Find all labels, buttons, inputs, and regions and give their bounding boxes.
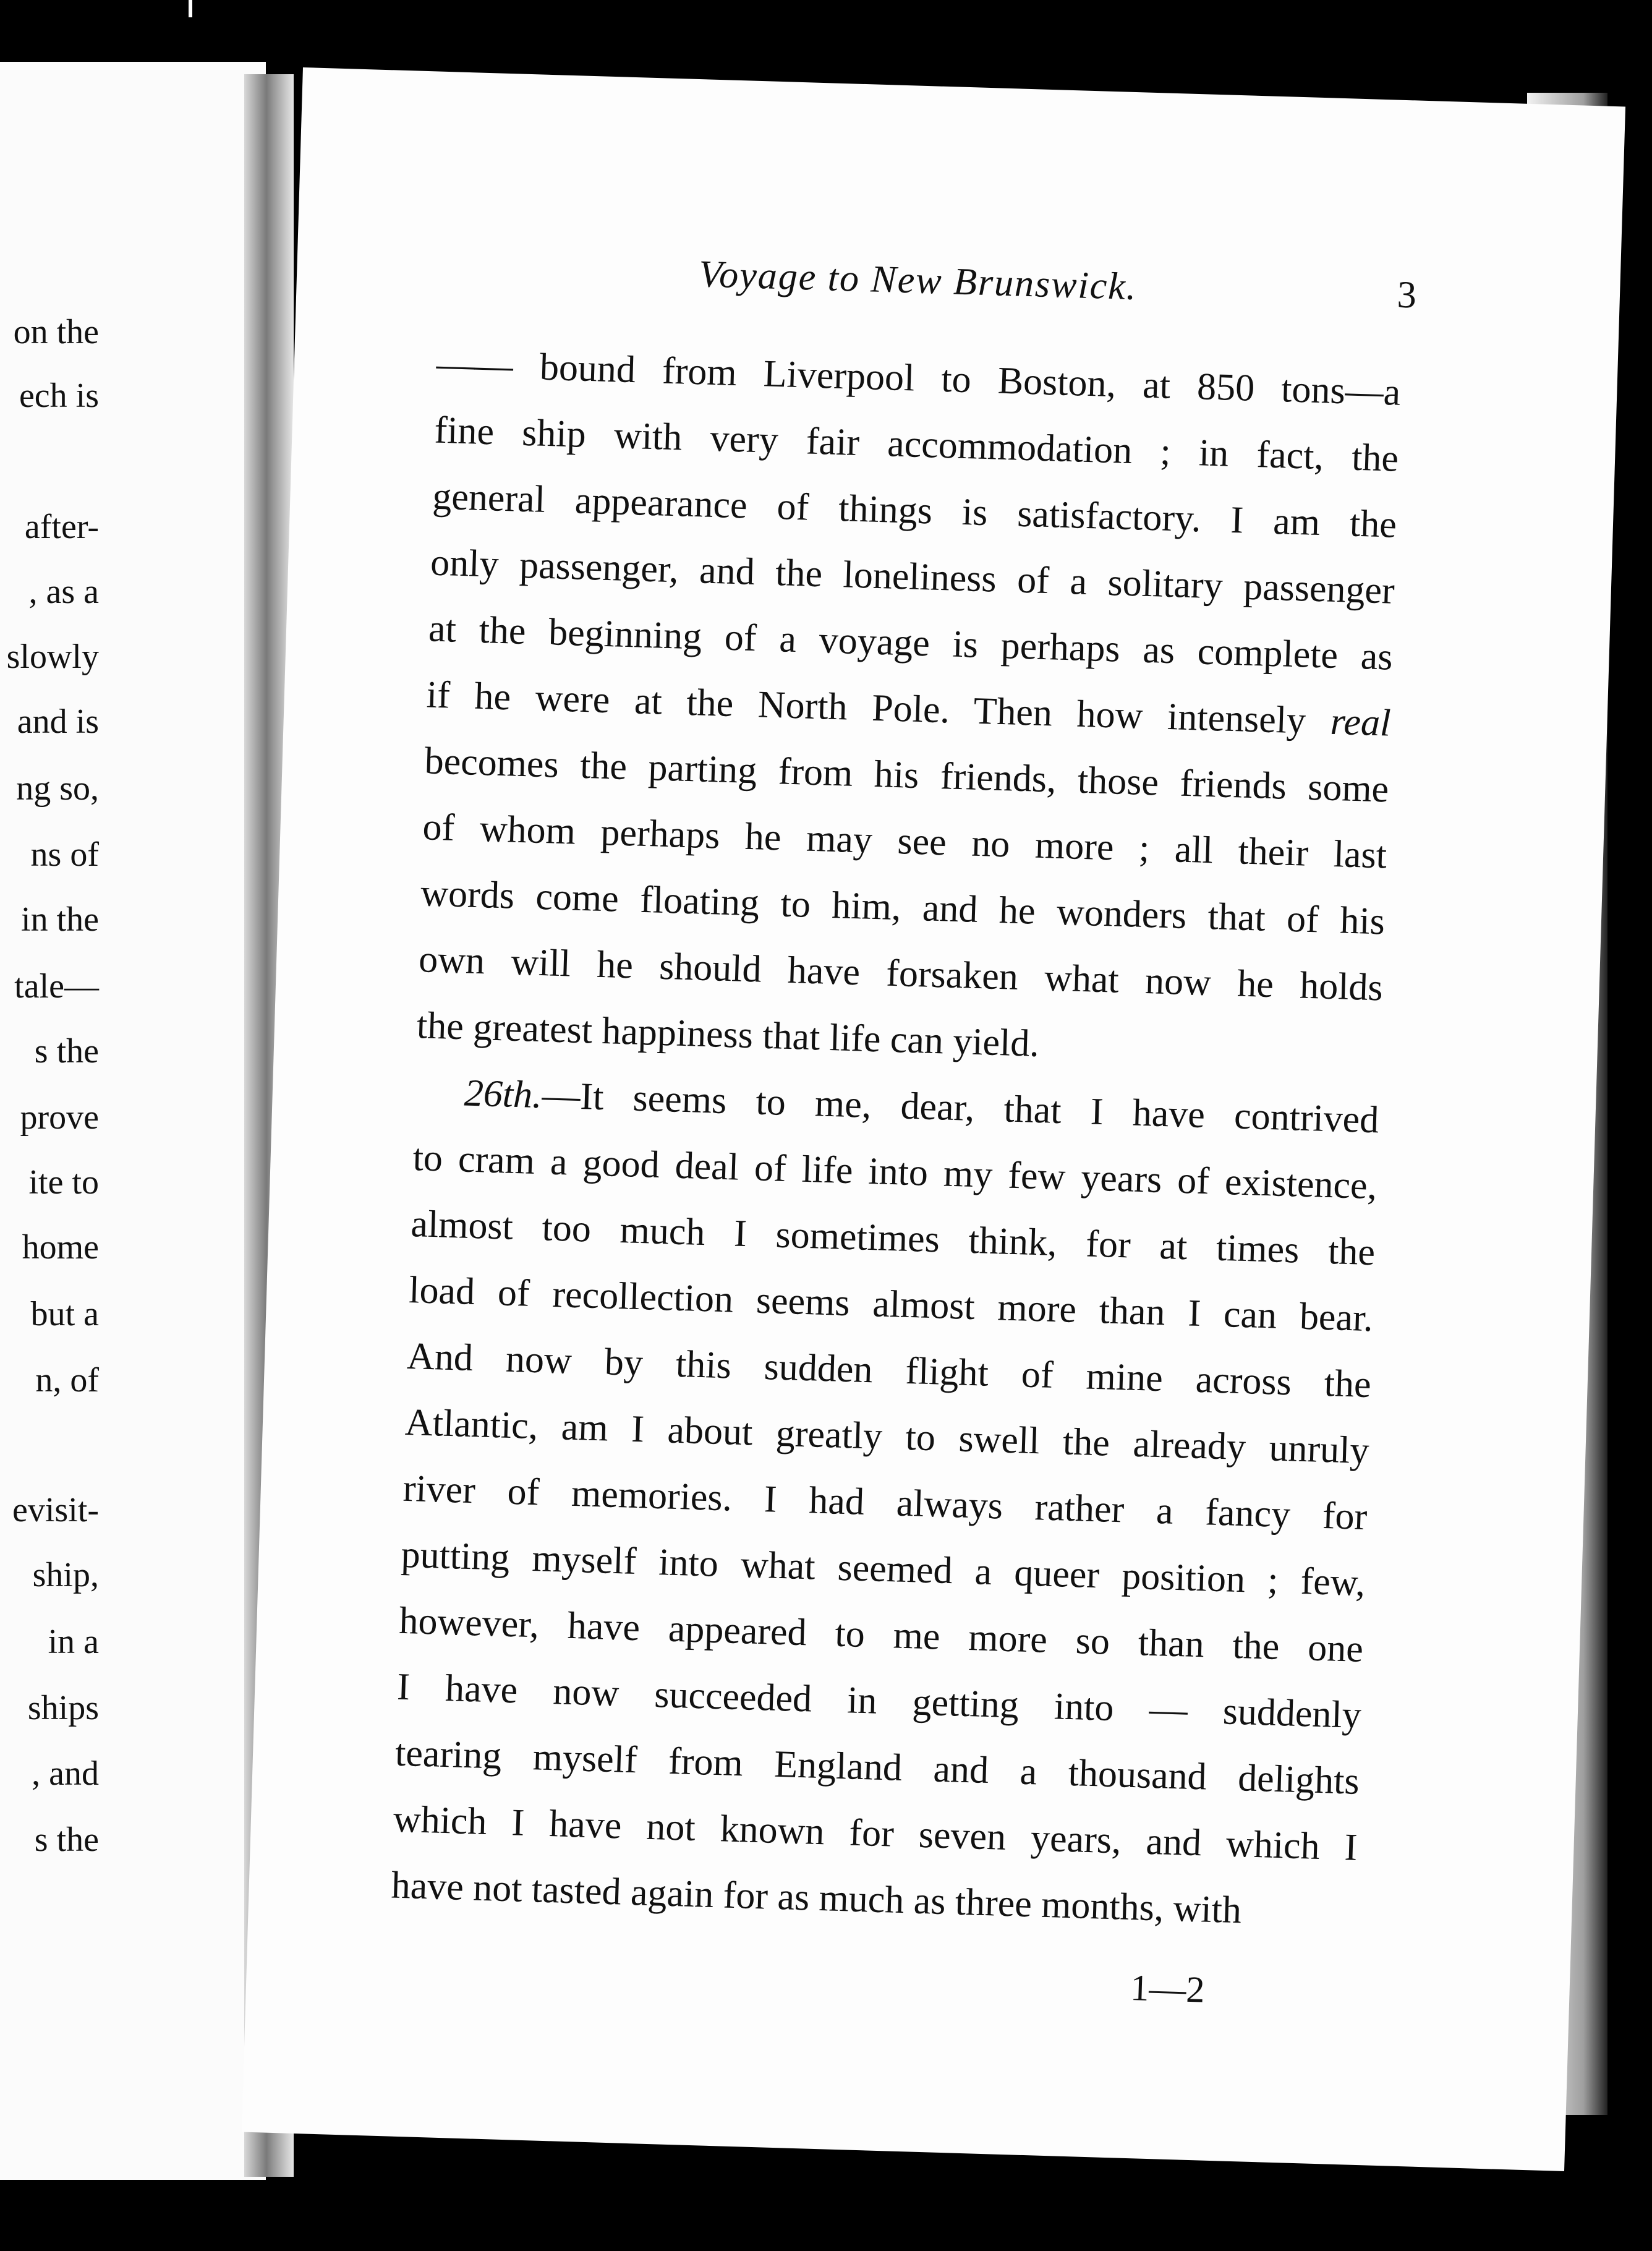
text-line: however, have appeared to me more so than the one [398, 1599, 1364, 1670]
facing-page-line: home [22, 1228, 99, 1266]
text-line: —— bound from Liverpool to Boston, at 850 tons—a [435, 343, 1402, 414]
facing-page-line: in a [48, 1623, 99, 1661]
text-line: of whom perhaps he may see no more ; all their last [422, 806, 1387, 877]
text-line: fine ship with very fair accommodation ; in fact, the [433, 409, 1400, 480]
page-header [298, 241, 1423, 317]
text-run: —It seems to me, dear, that I have contrived [541, 1074, 1380, 1142]
running-title: Voyage to New Brunswick. [698, 253, 1138, 309]
facing-page-line: in the [21, 900, 99, 939]
text-line: putting myself into what seemed a queer position ; few, [400, 1533, 1366, 1605]
facing-page-line: , as a [28, 573, 99, 611]
signature-mark: 1—2 [1130, 1967, 1206, 2010]
entry-date: 26th. [463, 1072, 543, 1117]
text-line: only passenger, and the loneliness of a solitary passenger [430, 541, 1395, 612]
facing-page-line: , and [32, 1754, 99, 1793]
scan-mark [189, 0, 192, 17]
facing-page-line: s the [34, 1032, 99, 1070]
facing-page-line: s the [34, 1821, 99, 1859]
facing-page-line: on the [13, 313, 99, 351]
facing-page-line: tale— [14, 967, 99, 1006]
text-line: the greatest happiness that life can yield. [416, 1004, 1040, 1065]
text-line: Atlantic, am I about greatly to swell the already unruly [404, 1401, 1370, 1472]
text-line: general appearance of things is satisfactory. I am the [432, 475, 1397, 546]
book-page [242, 67, 1625, 2171]
facing-page-line: prove [20, 1098, 99, 1137]
text-line: own will he should have forsaken what now he holds [418, 938, 1384, 1009]
text-line: becomes the parting from his friends, those friends some [424, 740, 1390, 811]
facing-page-line: ng so, [16, 769, 99, 808]
facing-page-line: evisit- [12, 1491, 99, 1529]
facing-page-line: ns of [30, 835, 99, 874]
page-body [390, 331, 1401, 1947]
facing-page-line: ships [27, 1689, 99, 1727]
text-line: have not tasted again for as much as three months, with [390, 1864, 1242, 1932]
facing-page-line: ite to [28, 1163, 99, 1202]
facing-page-line: ech is [19, 377, 99, 415]
facing-page-line: slowly [6, 638, 99, 676]
facing-page-line: after- [24, 508, 99, 546]
facing-page-line: and is [17, 703, 99, 741]
text-line: I have now succeeded in getting into — suddenly [396, 1665, 1362, 1736]
facing-page-line: ship, [32, 1556, 99, 1594]
text-run: if he were at the North Pole. Then how intensely [426, 673, 1307, 742]
text-line: river of memories. I had always rather a fancy for [402, 1467, 1368, 1539]
page-number: 3 [1396, 273, 1417, 317]
italic-word: real [1329, 700, 1392, 745]
text-line: words come floating to him, and he wonders that of his [420, 872, 1386, 943]
text-line: which I have not known for seven years, and which I [393, 1798, 1358, 1869]
facing-page-line: n, of [35, 1361, 99, 1399]
facing-page-line: but a [30, 1295, 99, 1333]
text-line: almost too much I sometimes think, for at times the [410, 1203, 1376, 1274]
text-line: And now by this sudden flight of mine across the [406, 1335, 1372, 1406]
text-line: to cram a good deal of life into my few years of existence, [412, 1137, 1378, 1208]
text-line: load of recollection seems almost more than I can bear. [408, 1268, 1374, 1340]
text-line: tearing myself from England and a thousand delights [394, 1732, 1360, 1803]
text-line: at the beginning of a voyage is perhaps as complete as [428, 607, 1394, 678]
